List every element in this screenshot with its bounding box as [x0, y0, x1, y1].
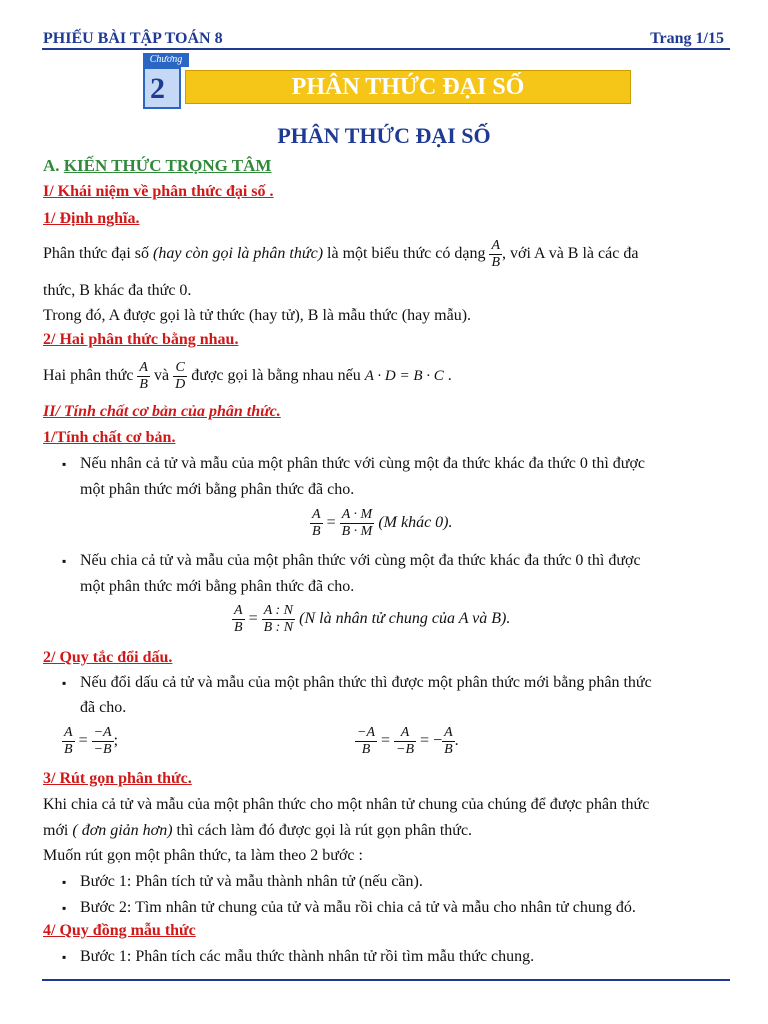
header-rule: [42, 48, 730, 50]
formula-multiply: $\frac{A}{B}$ = $\frac{A \cdot M}{B \cdot M}$ (M khác 0).: [312, 507, 453, 539]
bullet-2-line-1: Nếu chia cả tử và mẫu của một phân thức với cùng một đa thức khác đa thức 0 thì được: [80, 552, 641, 569]
def-text-d: , với A và B là các đa: [502, 245, 639, 263]
definition-line-1: [43, 238, 638, 271]
heading-properties: II/ Tính chất cơ bản của phân thức.: [43, 403, 281, 420]
simplify-step-1: Bước 1: Phân tích tử và mẫu thành nhân tử (nếu cần).: [80, 873, 423, 890]
section-a-prefix: A.: [43, 156, 64, 175]
bullet-1-line-1: Nếu nhân cả tử và mẫu của một phân thức với cùng một đa thức khác đa thức 0 thì được: [80, 455, 646, 472]
formula-sign-left: $\frac{A}{B}$ = $\frac{-A}{-B}$ ;: [64, 725, 119, 757]
simplify-line-3: Muốn rút gọn một phân thức, ta làm theo 2 bước :: [43, 847, 363, 864]
page-title: PHÂN THỨC ĐẠI SỐ: [277, 123, 491, 148]
fraction-a-b: $\frac{A}{B}$: [139, 360, 148, 392]
bullet-5: ▪: [62, 901, 67, 915]
heading-concept: I/ Khái niệm về phân thức đại số .: [43, 183, 274, 200]
bullet-6: ▪: [62, 950, 67, 964]
bullet-1-line-2: một phân thức mới bằng phân thức đã cho.: [80, 481, 355, 498]
simplify-line-1: Khi chia cả tử và mẫu của một phân thức cho một nhân tử chung của chúng để được phân thức: [43, 796, 650, 813]
heading-equal-fractions: 2/ Hai phân thức bằng nhau.: [43, 331, 239, 348]
header-title: PHIẾU BÀI TẬP TOÁN 8: [43, 30, 223, 47]
heading-sign-rule: 2/ Quy tắc đổi dấu.: [43, 649, 173, 666]
common-denominator-step-1: Bước 1: Phân tích các mẫu thức thành nhân tử rồi tìm mẫu thức chung.: [80, 948, 535, 965]
chapter-number: 2: [150, 72, 165, 105]
bullet-3-line-1: Nếu đổi dấu cả tử và mẫu của một phân thức thì được một phân thức mới bằng phân thức: [80, 674, 652, 691]
formula-divide: $\frac{A}{B}$ = $\frac{A : N}{B : N}$ (N là nhân tử chung của A và B).: [234, 603, 511, 635]
heading-common-denominator: 4/ Quy đồng mẫu thức: [43, 922, 196, 939]
simplify-step-2: Bước 2: Tìm nhân tử chung của tử và mẫu rồi chia cả tử và mẫu cho nhân tử chung đó.: [80, 899, 636, 916]
heading-definition: 1/ Định nghĩa.: [43, 210, 140, 227]
equality-condition: A · D = B · C: [364, 368, 444, 385]
formula-sign-right: $\frac{-A}{B}$ = $\frac{A}{-B}$ = − $\frac{A}{B}$ .: [357, 725, 459, 757]
chapter-label: Chương: [143, 53, 189, 67]
def-text-b: (hay còn gọi là phân thức): [153, 245, 324, 263]
bullet-4: ▪: [62, 875, 67, 889]
section-a-heading: [43, 156, 271, 176]
def-text-a: Phân thức đại số: [43, 245, 153, 263]
equal-fractions-line: Hai phân thức $\frac{A}{B}$ và $\frac{C}{D}$ được gọi là bằng nhau nếu A · D = B · C .: [43, 360, 452, 392]
chapter-banner: PHÂN THỨC ĐẠI SỐ: [185, 70, 631, 104]
bullet-1: ▪: [62, 457, 67, 471]
def-text-c: là một biểu thức có dạng: [323, 245, 490, 263]
heading-simplify: 3/ Rút gọn phân thức.: [43, 770, 192, 787]
section-a-title: KIẾN THỨC TRỌNG TÂM: [63, 156, 272, 175]
heading-basic-property: 1/Tính chất cơ bản.: [43, 429, 176, 446]
simplify-line-2: mới ( đơn giản hơn) thì cách làm đó được gọi là rút gọn phân thức.: [43, 822, 473, 839]
page-number: Trang 1/15: [650, 30, 724, 47]
bullet-3-line-2: đã cho.: [80, 699, 127, 716]
bullet-2-line-2: một phân thức mới bằng phân thức đã cho.: [80, 578, 355, 595]
bullet-3: ▪: [62, 676, 67, 690]
bullet-2: ▪: [62, 554, 67, 568]
fraction-a-over-b: $\frac{A}{B}$: [491, 238, 500, 270]
fraction-c-d: $\frac{C}{D}$: [175, 360, 186, 392]
footer-rule: [42, 979, 730, 981]
definition-line-3: Trong đó, A được gọi là tử thức (hay tử), B là mẫu thức (hay mẫu).: [43, 307, 472, 324]
definition-line-2: thức, B khác đa thức 0.: [43, 282, 192, 299]
